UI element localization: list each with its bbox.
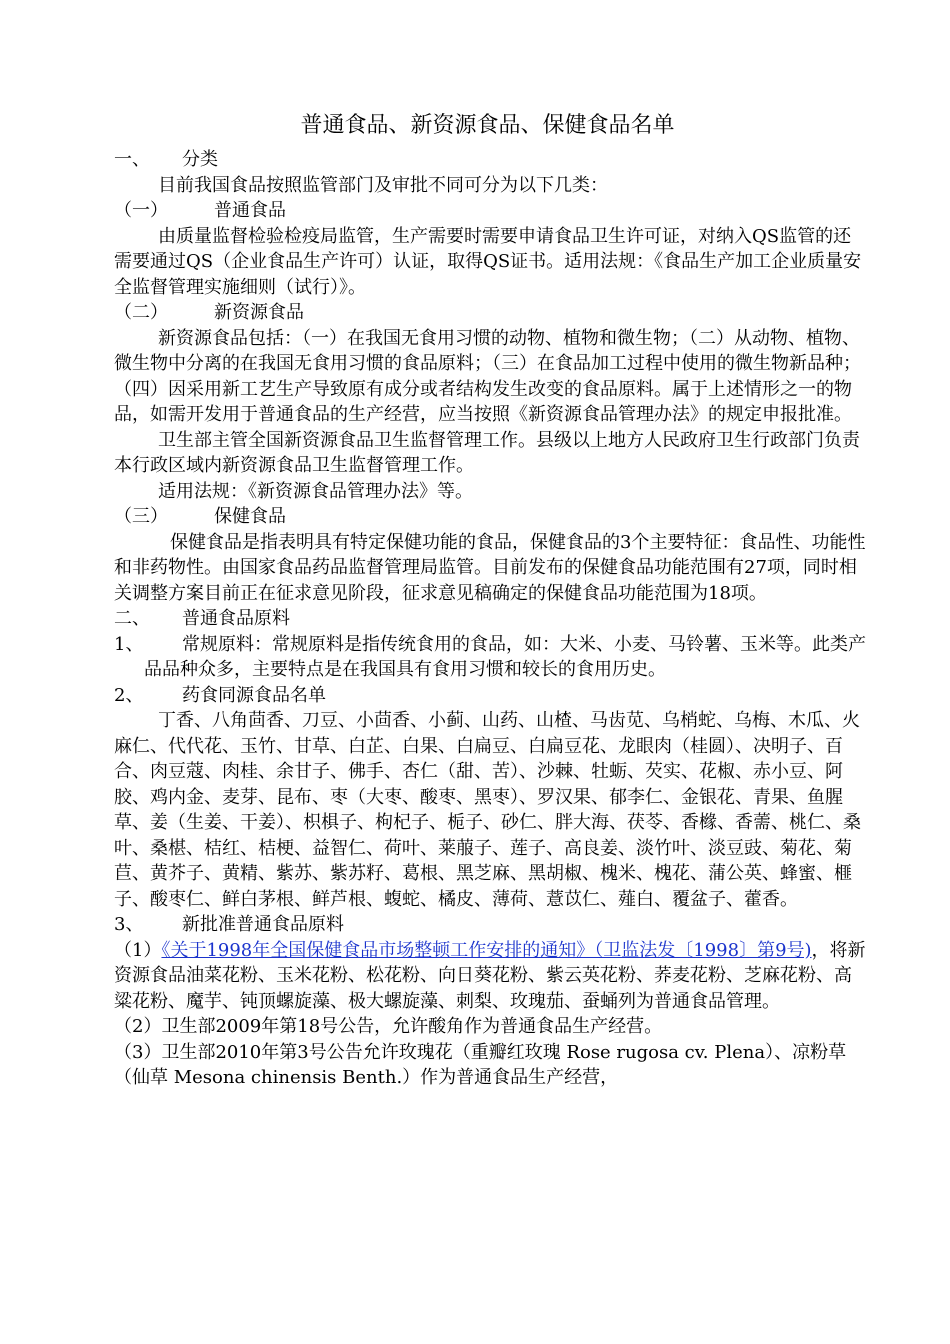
section-2-heading bbox=[114, 606, 868, 632]
section-1-intro: 目前我国食品按照监管部门及审批不同可分为以下几类： bbox=[158, 174, 608, 196]
item-3-heading bbox=[114, 912, 868, 938]
subsection-3-heading bbox=[114, 504, 868, 530]
notice-1998-link[interactable]: 《关于1998年全国保健食品市场整顿工作安排的通知》（卫监法发〔1998〕第9号) bbox=[161, 939, 812, 961]
document-body bbox=[114, 147, 868, 1091]
item-3-number: 3、 bbox=[114, 914, 144, 935]
item-2-list: 丁香、八角茴香、刀豆、小茴香、小蓟、山药、山楂、马齿苋、乌梢蛇、乌梅、木瓜、火麻仁、代代花、玉竹、甘草、白芷、白果、白扁豆、白扁豆花、龙眼肉（桂圆）、决明子、百合、肉豆蔻、肉桂、余甘子、佛手、杏仁（甜、苦）、沙棘、牡蛎、芡实、花椒、赤小豆、阿胶、鸡内金、麦芽、昆布、枣（大枣、酸枣、黑枣）、罗汉果、郁李仁、金银花、青果、鱼腥草、姜（生姜、干姜）、枳椇子、枸杞子、栀子、砂仁、胖大海、茯苓、香橼、香薷、桃仁、桑叶、桑椹、桔红、桔梗、益智仁、荷叶、莱菔子、莲子、高良姜、淡竹叶、淡豆豉、菊花、菊苣、黄芥子、黄精、紫苏、紫苏籽、葛根、黑芝麻、黑胡椒、槐米、槐花、蒲公英、蜂蜜、榧子、酸枣仁、鲜白茅根、鲜芦根、蝮蛇、橘皮、薄荷、薏苡仁、薤白、覆盆子、藿香。 bbox=[114, 710, 861, 910]
item-3-p1-rest: ，将新资源食品油菜花粉、玉米花粉、松花粉、向日葵花粉、紫云英花粉、荞麦花粉、芝麻花粉、高粱花粉、魔芋、钝顶螺旋藻、极大螺旋藻、刺梨、玫瑰茄、蚕蛹列为普通食品管理。 bbox=[114, 939, 866, 1012]
subsection-2-text-1: 新资源食品包括：（一）在我国无食用习惯的动物、植物和微生物；（二）从动物、植物、微生物中分离的在我国无食用习惯的食品原料；（三）在食品加工过程中使用的微生物新品种；（四）因采用新工艺生产导致原有成分或者结构发生改变的食品原料。属于上述情形之一的物品，如需开发用于普通食品的生产经营，应当按照《新资源食品管理办法》的规定申报批准。 bbox=[114, 327, 861, 425]
section-2-title: 普通食品原料 bbox=[182, 608, 290, 629]
item-3-p1-prefix: （1） bbox=[114, 939, 162, 961]
item-2-heading bbox=[114, 683, 868, 709]
subsection-2-text-2: 卫生部主管全国新资源食品卫生监督管理工作。县级以上地方人民政府卫生行政部门负责本行政区域内新资源食品卫生监督管理工作。 bbox=[114, 429, 860, 476]
subsection-2-number: （二） bbox=[114, 302, 168, 323]
subsection-1-heading bbox=[114, 198, 868, 224]
item-1 bbox=[114, 632, 868, 683]
subsection-2-title: 新资源食品 bbox=[214, 302, 304, 323]
section-1-number: 一、 bbox=[114, 149, 150, 170]
item-3-title: 新批准普通食品原料 bbox=[182, 914, 344, 935]
document-title: 普通食品、新资源食品、保健食品名单 bbox=[300, 113, 675, 138]
item-3-paragraph-1 bbox=[114, 938, 868, 1015]
item-1-text: 常规原料：常规原料是指传统食用的食品，如：大米、小麦、马铃薯、玉米等。此类产品品种众多，主要特点是在我国具有食用习惯和较长的食用历史。 bbox=[144, 633, 866, 680]
subsection-1-text: 由质量监督检验检疫局监管，生产需要时需要申请食品卫生许可证，对纳入QS监管的还需要通过QS（企业食品生产许可）认证，取得QS证书。适用法规：《食品生产加工企业质量安全监督管理实施细则（试行）》。 bbox=[114, 225, 862, 298]
item-2-number: 2、 bbox=[114, 684, 144, 706]
subsection-1-number: （一） bbox=[114, 200, 168, 221]
item-1-number: 1、 bbox=[114, 633, 144, 655]
item-3-paragraph-2: （2）卫生部2009年第18号公告，允许酸角作为普通食品生产经营。 bbox=[114, 1016, 663, 1037]
subsection-3-number: （三） bbox=[114, 506, 168, 527]
subsection-3-title: 保健食品 bbox=[214, 506, 286, 527]
subsection-2-text-3: 适用法规：《新资源食品管理办法》等。 bbox=[158, 480, 473, 502]
section-2-number: 二、 bbox=[114, 608, 150, 629]
section-1-heading bbox=[114, 147, 868, 173]
item-3-paragraph-3: （3）卫生部2010年第3号公告允许玫瑰花（重瓣红玫瑰 Rose rugosa cv. Plena）、凉粉草（仙草 Mesona chinensis Benth.）作为普通食品生产经营， bbox=[114, 1041, 847, 1088]
item-2-title: 药食同源食品名单 bbox=[182, 684, 326, 706]
subsection-3-text: 保健食品是指表明具有特定保健功能的食品，保健食品的3个主要特征：食品性、功能性和非药物性。由国家食品药品监督管理局监管。目前发布的保健食品功能范围有27项，同时相关调整方案目前正在征求意见阶段，征求意见稿确定的保健食品功能范围为18项。 bbox=[114, 531, 866, 604]
section-1-title: 分类 bbox=[182, 149, 218, 170]
subsection-1-title: 普通食品 bbox=[214, 200, 286, 221]
subsection-2-heading bbox=[114, 300, 868, 326]
